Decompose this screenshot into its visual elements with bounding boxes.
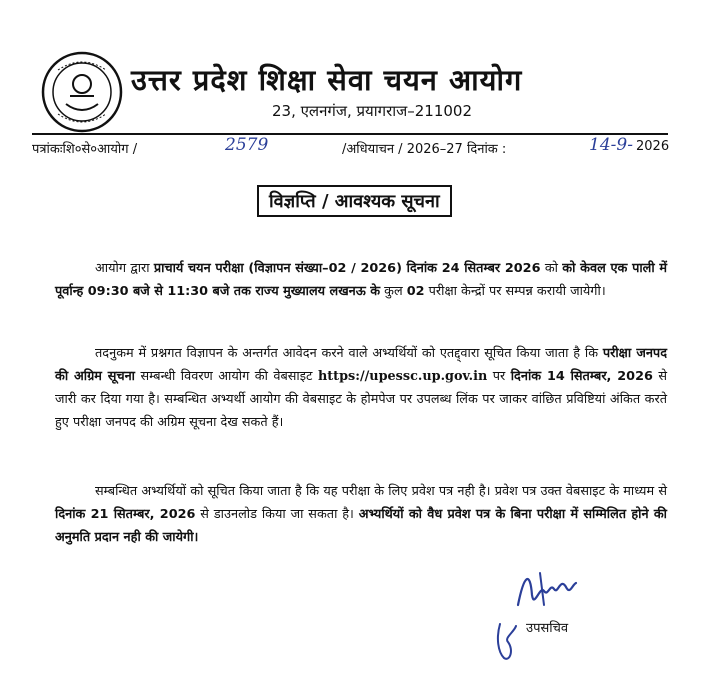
signature-mark	[510, 565, 580, 615]
reference-prefix: पत्रांकःशि०से०आयोग /	[32, 142, 138, 157]
commission-seal-emblem	[40, 50, 124, 134]
paragraph-exam-schedule: आयोग द्वारा प्राचार्य चयन परीक्षा (विज्ञापन संख्या–02 / 2026) दिनांक 24 सितम्बर 2026 को को केवल एक पाली में पूर्वान्ह 09:30 बजे से 11:30 बजे तक राज्य मुख्यालय लखनऊ के कुल 02 परीक्षा केन्द्रों पर सम्पन्न करायी जायेगी।	[55, 261, 667, 299]
commission-address: 23, एलनगंज, प्रयागराज–211002	[272, 102, 473, 120]
initial-mark	[494, 618, 520, 662]
paragraph-admit-card: सम्बन्धित अभ्यर्थियों को सूचित किया जाता है कि यह परीक्षा के लिए प्रवेश पत्र नही है। प्रवेश पत्र उक्त वेबसाइट के माध्यम से दिनांक 21 सितम्बर, 2026 से डाउनलोड किया जा सकता है। अभ्यर्थियों को वैध प्रवेश पत्र के बिना परीक्षा में सम्मिलित होने की अनुमति प्रदान नही की जायेगी।	[55, 484, 667, 545]
reference-middle: /अधियाचन / 2026–27 दिनांक :	[342, 142, 507, 157]
commission-title: उत्तर प्रदेश शिक्षा सेवा चयन आयोग	[131, 63, 523, 97]
reference-date-handwritten: 14-9-	[589, 135, 633, 155]
reference-year: 2026	[636, 139, 670, 154]
notice-title: विज्ञप्ति / आवश्यक सूचना	[257, 185, 452, 217]
paragraph-district-intimation: तदनुकम में प्रश्नगत विज्ञापन के अन्तर्गत आवेदन करने वाले अभ्यर्थियों को एतद्द्वारा सूचित किया जाता है कि परीक्षा जनपद की अग्रिम सूचना सम्बन्धी विवरण आयोग की वेबसाइट https://upessc.up.gov.in पर दिनांक 14 सितम्बर, 2026 से जारी कर दिया गया है। सम्बन्धित अभ्यर्थी आयोग की वेबसाइट के होमपेज पर उपलब्ध लिंक पर जाकर वांछित प्रविष्टियां अंकित करते हुए परीक्षा जनपद की अग्रिम सूचना देख सकते हैं।	[55, 346, 668, 430]
reference-line	[32, 133, 668, 157]
reference-number: 2579	[225, 135, 269, 155]
designation-label: उपसचिव	[526, 621, 569, 636]
website-url: https://upessc.up.gov.in	[317, 369, 488, 384]
